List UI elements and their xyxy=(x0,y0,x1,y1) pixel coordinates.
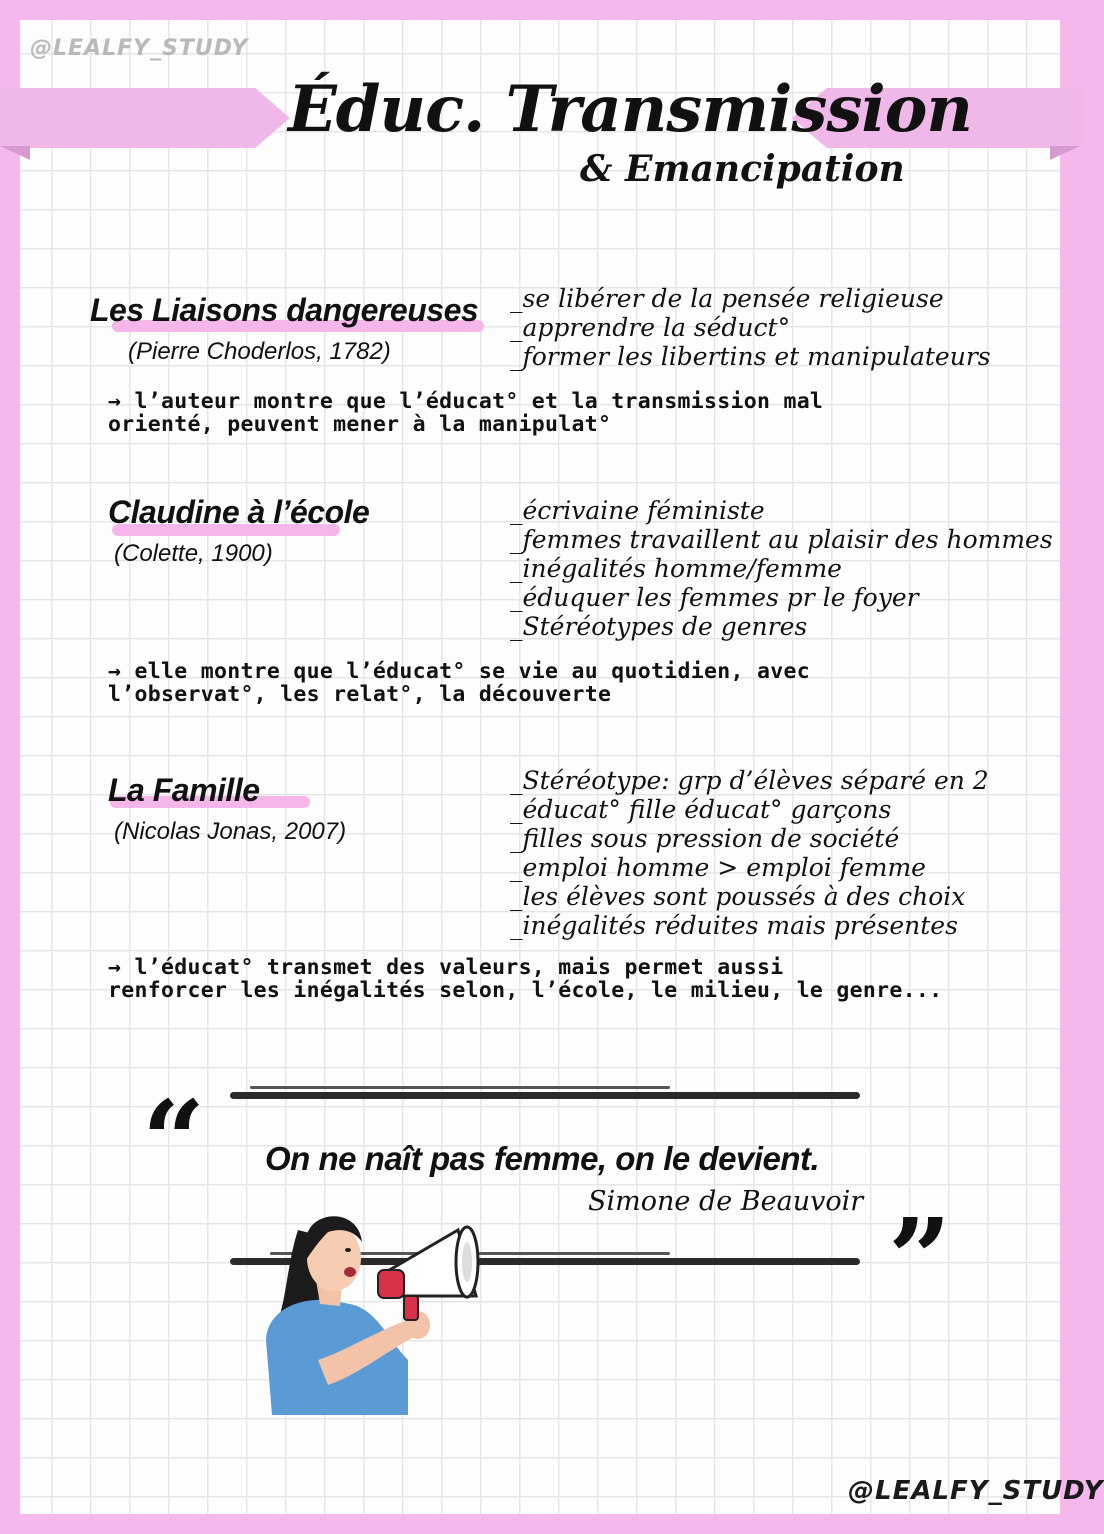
point-item: _inégalités réduites mais présentes xyxy=(510,911,958,940)
point-item: _éducat° fille éducat° garçons xyxy=(510,795,892,824)
close-quote-icon: ” xyxy=(888,1194,952,1323)
point-item: _éduquer les femmes pr le foyer xyxy=(510,583,919,612)
title-ribbon-left xyxy=(0,88,290,148)
quote-author: Simone de Beauvoir xyxy=(588,1186,864,1217)
watermark-top: @LEALFY_STUDY xyxy=(30,36,249,61)
point-item: _apprendre la séduct° xyxy=(510,313,791,342)
quote-line-top-thin xyxy=(250,1086,670,1089)
page-title: Éduc. Transmission xyxy=(288,72,972,147)
watermark-bottom: @LEALFY_STUDY xyxy=(848,1476,1104,1506)
quote-line-top xyxy=(230,1092,860,1099)
point-item: _emploi homme > emploi femme xyxy=(510,853,926,882)
conclusion-3 xyxy=(108,956,942,1002)
ribbon-fold-right xyxy=(1050,146,1080,160)
point-item: _filles sous pression de société xyxy=(510,824,900,853)
conclusion-line: l’observat°, les relat°, la découverte xyxy=(108,682,612,707)
point-item: _femmes travaillent au plaisir des hommes xyxy=(510,525,1053,554)
work-author-1: (Pierre Choderlos, 1782) xyxy=(128,338,391,365)
work-author-2: (Colette, 1900) xyxy=(114,540,273,567)
work-author-3: (Nicolas Jonas, 2007) xyxy=(114,818,347,845)
point-item: _Stéréotypes de genres xyxy=(510,612,808,641)
woman-megaphone-illustration xyxy=(258,1200,478,1415)
note-page xyxy=(20,20,1104,1514)
conclusion-line: → elle montre que l’éducat° se vie au quotidien, avec xyxy=(108,659,810,684)
point-item: _Stéréotype: grp d’élèves séparé en 2 xyxy=(510,766,989,795)
point-item: _inégalités homme/femme xyxy=(510,554,842,583)
points-list-2 xyxy=(510,496,1053,641)
work-title-1: Les Liaisons dangereuses xyxy=(90,292,479,328)
ribbon-fold-left xyxy=(0,146,30,160)
point-item: _se libérer de la pensée religieuse xyxy=(510,284,944,313)
point-item: _les élèves sont poussés à des choix xyxy=(510,882,966,911)
point-item: _former les libertins et manipulateurs xyxy=(510,342,991,371)
points-list-1 xyxy=(510,284,991,371)
work-title-2: Claudine à l’école xyxy=(108,494,370,530)
points-list-3 xyxy=(510,766,989,940)
open-quote-icon: “ xyxy=(142,1076,206,1205)
point-item: _écrivaine féministe xyxy=(510,496,765,525)
work-title-3: La Famille xyxy=(108,772,260,808)
conclusion-line: → l’éducat° transmet des valeurs, mais permet aussi xyxy=(108,955,784,980)
conclusion-line: orienté, peuvent mener à la manipulat° xyxy=(108,412,612,437)
quote-text: On ne naît pas femme, on le devient. xyxy=(265,1140,820,1177)
conclusion-line: renforcer les inégalités selon, l’école, le milieu, le genre... xyxy=(108,978,943,1003)
conclusion-line: → l’auteur montre que l’éducat° et la transmission mal xyxy=(108,389,824,414)
conclusion-1 xyxy=(108,390,823,436)
conclusion-2 xyxy=(108,660,810,706)
page-subtitle: & Emancipation xyxy=(580,148,905,190)
